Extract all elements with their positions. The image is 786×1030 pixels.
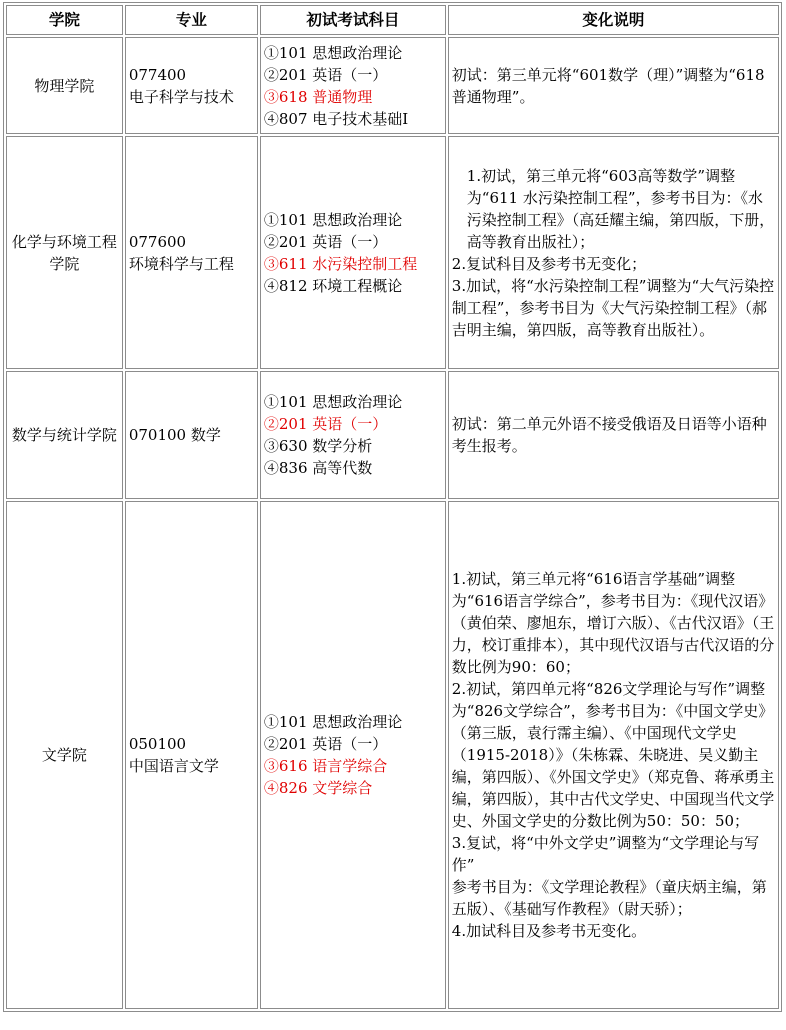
- subject-item: ③616 语言学综合: [263, 757, 388, 775]
- major-cell: [125, 37, 258, 134]
- subject-item: ①101 思想政治理论: [263, 43, 403, 62]
- subject-item: ①101 思想政治理论: [263, 393, 403, 411]
- subject-item: ②201 英语（一）: [263, 415, 388, 433]
- major-cell: [125, 136, 258, 369]
- subject-item: ②201 英语（一）: [263, 232, 388, 251]
- subject-item: ①101 思想政治理论: [263, 713, 403, 731]
- subject-item: ③630 数学分析: [263, 437, 373, 455]
- change-note: 3.复试，将“中外文学史”调整为“文学理论与写作”: [451, 834, 760, 874]
- major-name: 电子科学与技术: [128, 87, 234, 106]
- major-name: 环境科学与工程: [128, 254, 234, 273]
- change-note: 1.初试，第三单元将“603高等数学”调整为“611 水污染控制工程”，参考书目为：《水污染控制工程》（高廷耀主编，第四版，下册，高等教育出版社）；: [466, 166, 775, 251]
- changes-cell: [448, 501, 779, 1009]
- college-cell: 物理学院: [6, 37, 123, 134]
- table-row: [6, 371, 779, 499]
- subjects-cell: [260, 136, 446, 369]
- major-cell: [125, 501, 258, 1009]
- change-note: 2.初试，第四单元将“826文学理论与写作”调整为“826文学综合”，参考书目为：《中国文学史》（第三版，袁行霈主编）、《中国现代文学史（1915-2018）》（朱栋霖、朱晓进、吴义勤主编，第四版）、《外国文学史》（郑克鲁、蒋承勇主编，第四版），其中古代文学史、中国现当代文学史、外国文学史的分数比例为50：50：50；: [451, 680, 775, 830]
- subjects-cell: [260, 371, 446, 499]
- change-note: 3.加试，将“水污染控制工程”调整为“大气污染控制工程”，参考书目为《大气污染控制工程》（郝吉明主编，第四版，高等教育出版社）。: [451, 276, 775, 339]
- header-subjects: 初试考试科目: [260, 5, 446, 35]
- subject-item: ②201 英语（一）: [263, 65, 388, 84]
- header-changes: 变化说明: [448, 5, 779, 35]
- major-code: 050100: [128, 735, 187, 753]
- college-cell: 数学与统计学院: [6, 371, 123, 499]
- subjects-cell: [260, 37, 446, 134]
- subjects-cell: [260, 501, 446, 1009]
- major-name: 中国语言文学: [128, 757, 219, 775]
- header-college: 学院: [6, 5, 123, 35]
- subject-item: ①101 思想政治理论: [263, 210, 403, 229]
- major-code: 077400: [128, 65, 187, 84]
- major-name: 数学: [190, 426, 221, 444]
- change-note: 1.初试，第三单元将“616语言学基础”调整为“616语言学综合”，参考书目为：《现代汉语》（黄伯荣、廖旭东，增订六版）、《古代汉语》（王力，校订重排本），其中现代汉语与古代汉语的分数比例为90：60；: [451, 570, 775, 676]
- changes-cell: [448, 136, 779, 369]
- table-row: [6, 501, 779, 1009]
- change-note: 参考书目为：《文学理论教程》（童庆炳主编，第五版）、《基础写作教程》（尉天骄）；: [451, 878, 767, 918]
- admission-changes-table: [3, 2, 782, 1012]
- subject-item: ④807 电子技术基础Ⅰ: [263, 109, 409, 128]
- changes-cell: [448, 371, 779, 499]
- table-row: [6, 136, 779, 369]
- college-cell: 化学与环境工程学院: [6, 136, 123, 369]
- change-note: 2.复试科目及参考书无变化；: [451, 254, 647, 273]
- major-code: 070100: [128, 426, 187, 444]
- change-note: 初试：第二单元外语不接受俄语及日语等小语种考生报考。: [451, 415, 767, 455]
- major-code: 077600: [128, 232, 187, 251]
- major-cell: [125, 371, 258, 499]
- changes-cell: [448, 37, 779, 134]
- subject-item: ④812 环境工程概论: [263, 276, 403, 295]
- header-row: [6, 5, 779, 35]
- major-code-name: [129, 424, 254, 446]
- change-note: 初试：第三单元将“601数学（理）”调整为“618 普通物理”。: [451, 65, 765, 106]
- subject-item: ④826 文学综合: [263, 779, 373, 797]
- college-cell: 文学院: [6, 501, 123, 1009]
- subject-item: ④836 高等代数: [263, 459, 373, 477]
- subject-item: ②201 英语（一）: [263, 735, 388, 753]
- change-note: 4.加试科目及参考书无变化。: [451, 922, 647, 940]
- table-row: [6, 37, 779, 134]
- subject-item: ③618 普通物理: [263, 87, 373, 106]
- header-major: 专业: [125, 5, 258, 35]
- subject-item: ③611 水污染控制工程: [263, 254, 418, 273]
